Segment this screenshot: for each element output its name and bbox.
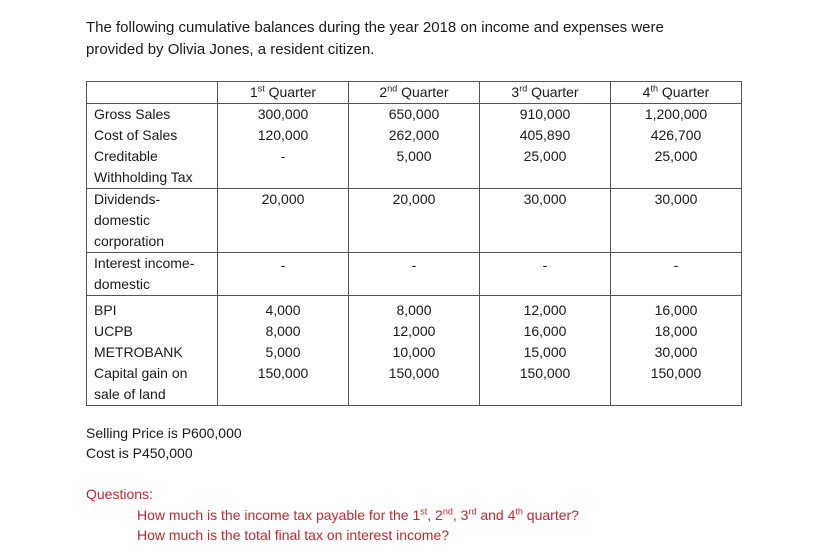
table-row [87, 253, 742, 296]
land-sale-info [86, 423, 242, 463]
selling-price-text: Selling Price is P600,000 [86, 425, 242, 441]
header-q3: 3rd Quarter [480, 82, 611, 104]
cell-q3-sales: 910,000 405,890 25,000 [480, 104, 611, 189]
cell-q1-dividends: 20,000 [218, 189, 349, 253]
cell-q3-banks: 12,000 16,000 15,000 150,000 [480, 296, 611, 406]
cell-q1-banks: 4,000 8,000 5,000 150,000 [218, 296, 349, 406]
cell-q4-sales: 1,200,000 426,700 25,000 [611, 104, 742, 189]
row-label-dividends: Dividends- domestic corporation [87, 189, 218, 253]
row-labels-banks: BPI UCPB METROBANK Capital gain on sale of land [87, 296, 218, 406]
table-row [87, 296, 742, 406]
cell-q1-interest: - [218, 253, 349, 296]
cell-q3-interest: - [480, 253, 611, 296]
cell-q2-dividends: 20,000 [349, 189, 480, 253]
questions-list [137, 505, 579, 545]
header-q1: 1st Quarter [218, 82, 349, 104]
cell-q4-interest: - [611, 253, 742, 296]
balances-table [86, 81, 742, 406]
header-q2: 2nd Quarter [349, 82, 480, 104]
cell-q1-sales: 300,000 120,000 - [218, 104, 349, 189]
row-labels-sales: Gross Sales Cost of Sales Creditable Withholding Tax [87, 104, 218, 189]
intro-line-1: The following cumulative balances during the year 2018 on income and expenses were [86, 19, 664, 36]
intro-paragraph [86, 17, 766, 61]
header-blank [87, 82, 218, 104]
cell-q2-interest: - [349, 253, 480, 296]
question-1: How much is the income tax payable for the 1st, 2nd, 3rd and 4th quarter? [137, 506, 579, 523]
table-row [87, 104, 742, 189]
question-2: How much is the total final tax on interest income? [137, 527, 450, 543]
cell-q2-sales: 650,000 262,000 5,000 [349, 104, 480, 189]
cell-q4-dividends: 30,000 [611, 189, 742, 253]
cell-q2-banks: 8,000 12,000 10,000 150,000 [349, 296, 480, 406]
cost-text: Cost is P450,000 [86, 445, 193, 461]
table-header-row [87, 82, 742, 104]
table-row [87, 189, 742, 253]
intro-line-2: provided by Olivia Jones, a resident citizen. [86, 41, 375, 58]
cell-q4-banks: 16,000 18,000 30,000 150,000 [611, 296, 742, 406]
header-q4: 4th Quarter [611, 82, 742, 104]
cell-q3-dividends: 30,000 [480, 189, 611, 253]
row-label-interest: Interest income- domestic [87, 253, 218, 296]
questions-heading: Questions: [86, 486, 153, 502]
